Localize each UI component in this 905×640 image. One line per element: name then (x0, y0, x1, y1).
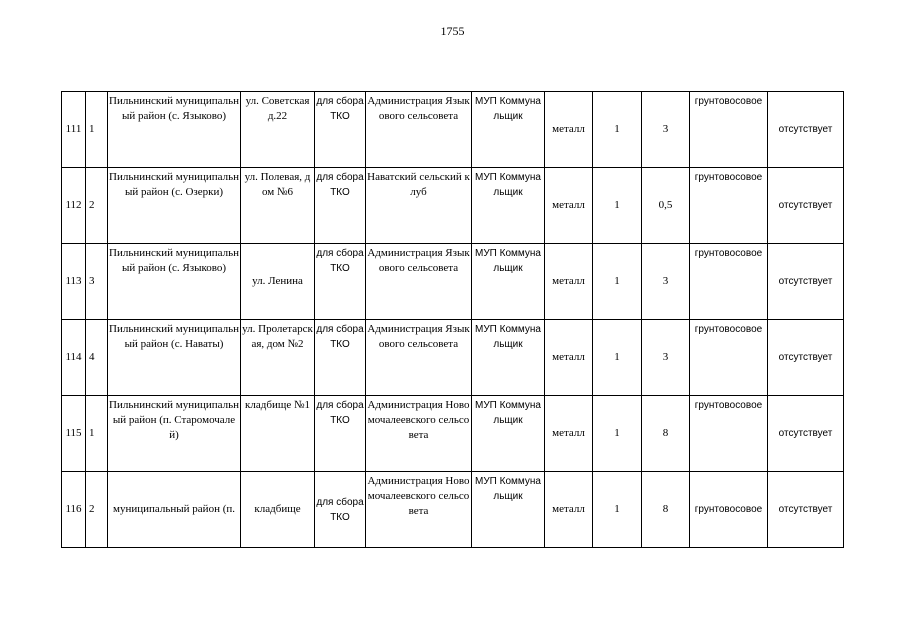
row-number: 115 (62, 396, 86, 472)
table-row (62, 472, 844, 548)
purpose-cell: для сбора ТКО (315, 320, 366, 396)
operator-cell: МУП Коммунальщик (472, 244, 545, 320)
table-row (62, 168, 844, 244)
row-number: 113 (62, 244, 86, 320)
row-number: 114 (62, 320, 86, 396)
count-cell: 1 (593, 168, 642, 244)
material-cell: металл (545, 244, 593, 320)
material-cell: металл (545, 92, 593, 168)
surface-cell: грунтовосовое (690, 168, 768, 244)
table-row (62, 396, 844, 472)
table-row (62, 244, 844, 320)
fence-cell: отсутствует (768, 472, 844, 548)
volume-cell: 8 (642, 472, 690, 548)
fence-cell: отсутствует (768, 320, 844, 396)
volume-cell: 3 (642, 92, 690, 168)
volume-cell: 3 (642, 320, 690, 396)
district-cell: Пильнинский муниципальный район (с. Озерки) (108, 168, 241, 244)
purpose-cell: для сбора ТКО (315, 396, 366, 472)
volume-cell: 3 (642, 244, 690, 320)
table-row (62, 92, 844, 168)
row-subnumber: 1 (86, 92, 108, 168)
operator-cell: МУП Коммунальщик (472, 320, 545, 396)
surface-cell: грунтовосовое (690, 92, 768, 168)
owner-cell: Администрация Новомочалеевского сельсовета (366, 472, 472, 548)
volume-cell: 0,5 (642, 168, 690, 244)
row-subnumber: 3 (86, 244, 108, 320)
owner-cell: Администрация Новомочалеевского сельсовета (366, 396, 472, 472)
operator-cell: МУП Коммунальщик (472, 92, 545, 168)
registry-body (62, 92, 844, 548)
operator-cell: МУП Коммунальщик (472, 168, 545, 244)
row-number: 116 (62, 472, 86, 548)
material-cell: металл (545, 320, 593, 396)
row-subnumber: 1 (86, 396, 108, 472)
count-cell: 1 (593, 396, 642, 472)
volume-cell: 8 (642, 396, 690, 472)
fence-cell: отсутствует (768, 168, 844, 244)
address-cell: кладбище (241, 472, 315, 548)
row-number: 111 (62, 92, 86, 168)
address-cell: ул. Советская д.22 (241, 92, 315, 168)
owner-cell: Администрация Языкового сельсовета (366, 92, 472, 168)
count-cell: 1 (593, 320, 642, 396)
row-subnumber: 2 (86, 472, 108, 548)
row-subnumber: 4 (86, 320, 108, 396)
district-cell: Пильнинский муниципальный район (с. Языково) (108, 92, 241, 168)
table-row (62, 320, 844, 396)
count-cell: 1 (593, 244, 642, 320)
owner-cell: Администрация Языкового сельсовета (366, 244, 472, 320)
material-cell: металл (545, 396, 593, 472)
surface-cell: грунтовосовое (690, 472, 768, 548)
purpose-cell: для сбора ТКО (315, 244, 366, 320)
fence-cell: отсутствует (768, 92, 844, 168)
count-cell: 1 (593, 92, 642, 168)
operator-cell: МУП Коммунальщик (472, 472, 545, 548)
row-number: 112 (62, 168, 86, 244)
owner-cell: Администрация Языкового сельсовета (366, 320, 472, 396)
page-number: 1755 (440, 24, 465, 38)
material-cell: металл (545, 168, 593, 244)
owner-cell: Наватский сельский клуб (366, 168, 472, 244)
district-cell: Пильнинский муниципальный район (с. Наваты) (108, 320, 241, 396)
surface-cell: грунтовосовое (690, 244, 768, 320)
surface-cell: грунтовосовое (690, 320, 768, 396)
district-cell: Пильнинский муниципальный район (п. Старомочалей) (108, 396, 241, 472)
address-cell: ул. Полевая, дом №6 (241, 168, 315, 244)
row-subnumber: 2 (86, 168, 108, 244)
purpose-cell: для сбора ТКО (315, 168, 366, 244)
operator-cell: МУП Коммунальщик (472, 396, 545, 472)
surface-cell: грунтовосовое (690, 396, 768, 472)
address-cell: ул. Ленина (241, 244, 315, 320)
address-cell: кладбище №1 (241, 396, 315, 472)
count-cell: 1 (593, 472, 642, 548)
purpose-cell: для сбора ТКО (315, 472, 366, 548)
district-cell: муниципальный район (п. (108, 472, 241, 548)
registry-table (61, 91, 844, 548)
address-cell: ул. Пролетарская, дом №2 (241, 320, 315, 396)
purpose-cell: для сбора ТКО (315, 92, 366, 168)
fence-cell: отсутствует (768, 396, 844, 472)
district-cell: Пильнинский муниципальный район (с. Языково) (108, 244, 241, 320)
material-cell: металл (545, 472, 593, 548)
fence-cell: отсутствует (768, 244, 844, 320)
